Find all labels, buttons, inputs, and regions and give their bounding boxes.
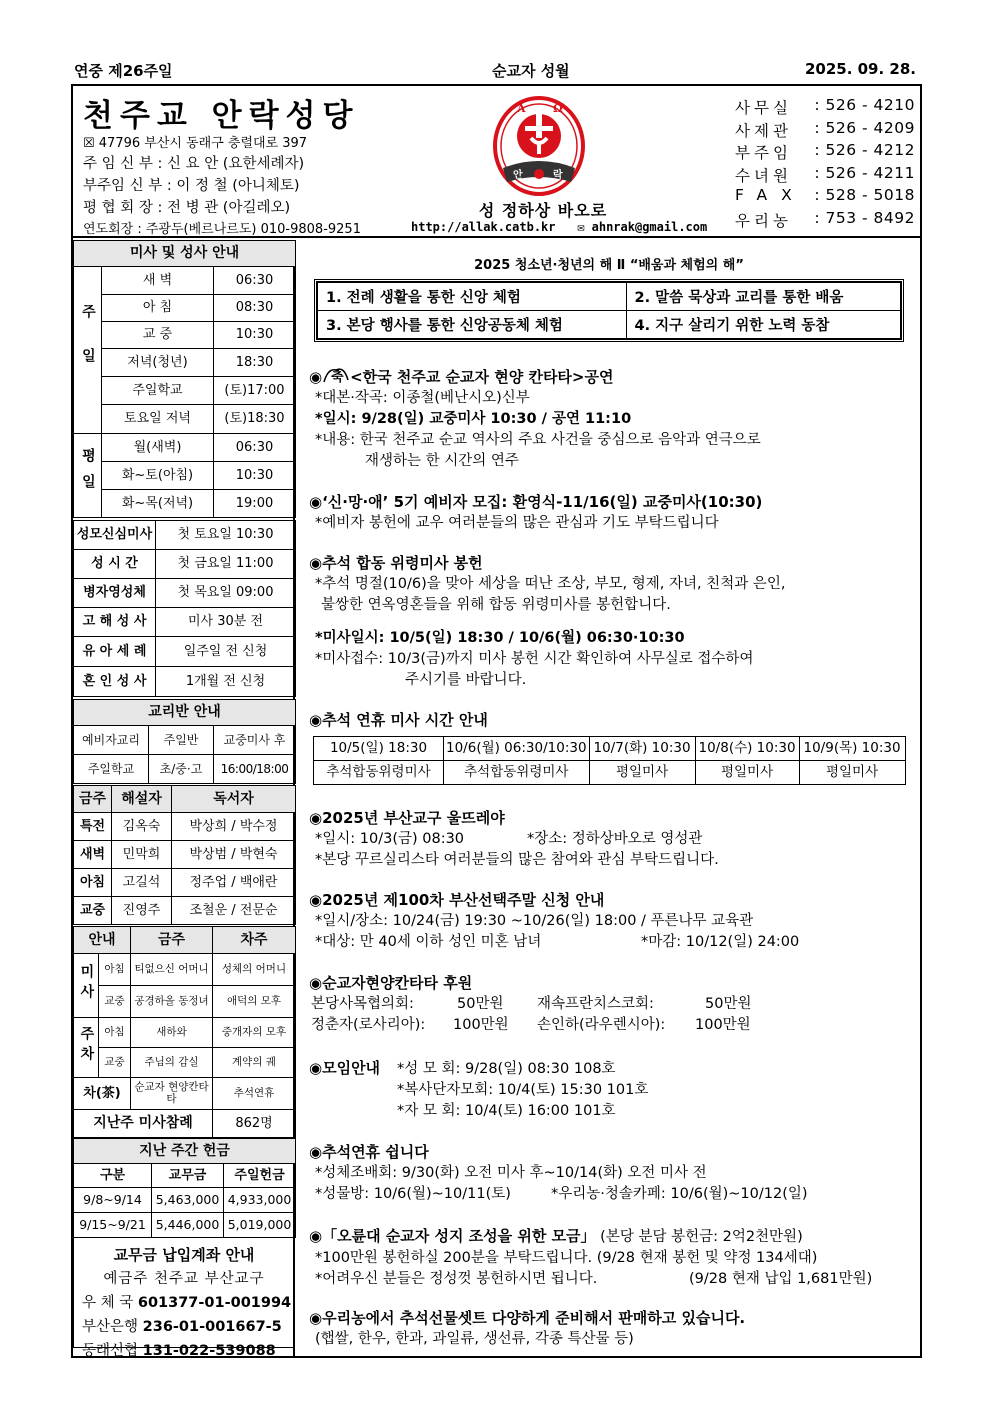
text-line: 100만원 xyxy=(695,1017,751,1033)
text-line: *마감: 10/12(일) 24:00 xyxy=(641,934,800,950)
text-line: *본당 꾸르실리스타 여러분들의 많은 참여와 관심 부탁드립니다. xyxy=(315,852,719,868)
table-cell: 862명 xyxy=(213,1110,296,1138)
hymn-sunday-label xyxy=(74,1018,99,1078)
table-cell: 교중 xyxy=(99,986,131,1018)
mass-name: 교 중 xyxy=(102,322,214,349)
table-cell: 새벽 xyxy=(74,841,112,869)
table-cell: 아침 xyxy=(99,1018,131,1048)
phone-woorinong xyxy=(735,209,915,232)
mass-name: 아 침 xyxy=(102,295,214,322)
sacrament-name: 유 아 세 례 xyxy=(74,637,156,667)
mass-name: 토요일 저녁 xyxy=(102,405,214,434)
table-cell: 특전 xyxy=(74,813,112,841)
text-line: 재속프란치스코회: xyxy=(537,996,654,1012)
text-line: *내용: 한국 천주교 순교 역사의 주요 사건을 중심으로 음악과 연극으로 xyxy=(315,432,761,448)
text-line: (햅쌀, 한우, 한과, 과일류, 생선류, 각종 특산물 등) xyxy=(315,1331,634,1347)
table-cell: 아침 xyxy=(74,869,112,897)
sacrament-time: 첫 금요일 11:00 xyxy=(156,550,296,579)
sacrament-name: 성 시 간 xyxy=(74,550,156,579)
table-cell: 추석합동위령미사 xyxy=(314,761,444,785)
assistant-pastor: 부주임 신 부 : 이 정 철 (아니체토) xyxy=(83,178,300,194)
text-line: 불쌍한 연옥영혼들을 위해 합동 위령미사를 봉헌합니다. xyxy=(321,597,671,613)
text-line: 손인하(라우렌시아): xyxy=(537,1017,666,1033)
account-title: 교무금 납입계좌 안내 xyxy=(113,1246,255,1264)
contact-web xyxy=(411,220,707,234)
text-line: *미사접수: 10/3(금)까지 미사 봉헌 시간 확인하여 사무실로 접수하여 xyxy=(315,651,754,667)
phone-office xyxy=(735,96,915,119)
table-cell: 초/중·고 xyxy=(149,755,214,784)
phone-directory xyxy=(735,96,915,231)
text-line: 본당사목협의회: xyxy=(311,996,414,1012)
text-line: (본당 분담 봉헌금: 2억2천만원) xyxy=(600,1229,803,1245)
text-line: 사무실 xyxy=(735,99,792,117)
table-cell: 5,463,000 xyxy=(152,1188,224,1213)
header xyxy=(73,86,920,238)
text-line: : 753 - 8492 xyxy=(814,208,915,227)
holiday-mass-table xyxy=(313,736,906,785)
sacrament-time: 미사 30분 전 xyxy=(156,608,296,637)
table-cell: 1. 전례 생활을 통한 신앙 체험 xyxy=(318,283,627,311)
table-cell: 4. 지구 살리기 위한 노력 동참 xyxy=(626,311,900,339)
table-cell: 티없으신 어머니 xyxy=(131,954,213,986)
text-line: *미사일시: 10/5(일) 18:30 / 10/6(월) 06:30·10:30 xyxy=(315,630,685,646)
text-line: 100만원 xyxy=(453,1017,509,1033)
text-line: *일시: 9/28(일) 교중미사 10:30 / 공연 11:10 xyxy=(315,411,632,427)
text-line: 사제관 xyxy=(735,121,792,140)
table-cell: 3. 본당 행사를 통한 신앙공동체 체험 xyxy=(318,311,627,339)
text-line: ◉「오륜대 순교자 성지 조성을 위한 모금」 xyxy=(309,1227,596,1245)
text-line: 수녀원 xyxy=(735,166,792,185)
sacrament-time: 첫 목요일 09:00 xyxy=(156,579,296,608)
table-cell: 구분 xyxy=(74,1164,152,1188)
text-line: *대본·작곡: 이종철(베난시오)신부 xyxy=(315,390,530,406)
text-line: ◉ xyxy=(309,368,323,386)
table-cell: 5,019,000 xyxy=(224,1213,296,1238)
text-line: <한국 천주교 순교자 현양 칸타타>공연 xyxy=(350,368,614,386)
notice-holiday-closures xyxy=(309,1142,909,1205)
text-line: *일시/장소: 10/24(금) 19:30 ~10/26(일) 18:00 / 푸른나무 교육관 xyxy=(315,913,754,929)
address: ☒ 47796 부산시 동래구 충렬대로 397 xyxy=(83,136,308,151)
weekday-label xyxy=(74,434,102,518)
liturgical-week: 연중 제26주일 xyxy=(74,62,173,80)
table-cell: 새하와 xyxy=(131,1018,213,1048)
notice-memorial-mass xyxy=(309,553,909,691)
text-line: ◉추석 연휴 미사 시간 안내 xyxy=(309,711,488,729)
table-cell: 2. 말씀 묵상과 교리를 통한 배움 xyxy=(626,283,900,311)
table-cell: 주일헌금 xyxy=(224,1164,296,1188)
table-cell: 독서자 xyxy=(172,786,296,813)
phone-rectory xyxy=(735,119,915,142)
text-line: *대상: 만 40세 이하 성인 미혼 남녀 xyxy=(315,934,542,950)
table-cell: 평일미사 xyxy=(695,761,799,785)
table-cell: 추석합동위령미사 xyxy=(444,761,590,785)
account-row xyxy=(82,1339,294,1360)
phone-fax xyxy=(735,186,915,209)
logo-alpha: A xyxy=(517,102,526,115)
text-line: *예비자 봉헌에 교우 여러분들의 많은 관심과 기도 부탁드립니다 xyxy=(315,515,719,531)
text-line: 601377-01-001994 xyxy=(137,1295,292,1311)
text-line: 부산은행 xyxy=(82,1319,139,1335)
sacrament-name: 성모신심미사 xyxy=(74,521,156,550)
text-line: *성 모 회: 9/28(일) 08:30 108호 xyxy=(397,1061,616,1077)
text-line: : 526 - 4212 xyxy=(814,141,915,159)
table-cell: 순교자 현양칸타타 xyxy=(131,1078,213,1110)
table-cell: 금주 xyxy=(74,786,112,813)
table-cell: 중개자의 모후 xyxy=(213,1018,296,1048)
table-cell: 금주 xyxy=(131,927,213,954)
mass-name: 화~토(아침) xyxy=(102,462,214,490)
table-cell: 4,933,000 xyxy=(224,1188,296,1213)
text-line: *100만원 봉헌하실 200분을 부탁드립니다. (9/28 현재 봉헌 및 약정 134세대) xyxy=(315,1250,818,1266)
website-link[interactable]: http://allak.catb.kr xyxy=(411,220,556,234)
mass-name: 화~목(저녁) xyxy=(102,490,214,518)
logo-band-left: 안 xyxy=(513,170,523,181)
text-line: ◉우리농에서 추석선물셋트 다양하게 준비해서 판매하고 있습니다. xyxy=(309,1309,746,1327)
table-cell: 추석연휴 xyxy=(213,1078,296,1110)
text-line: *복사단자모회: 10/4(토) 15:30 101호 xyxy=(397,1082,649,1098)
mass-name: 새 벽 xyxy=(102,267,214,295)
prayer-leader: 연도회장 : 주광두(베르나르도) 010-9808-9251 xyxy=(83,222,361,237)
mass-time: 19:00 xyxy=(214,490,296,518)
church-name: 천주교 안락성당 xyxy=(83,98,360,134)
catechism-table xyxy=(73,699,296,784)
text-line: (9/28 현재 납입 1,681만원) xyxy=(689,1271,873,1287)
table-cell: 9/15~9/21 xyxy=(74,1213,152,1238)
mass-time: 06:30 xyxy=(214,434,296,462)
catechism-title: 교리반 안내 xyxy=(74,700,296,726)
text-line: 정춘자(로사리아): xyxy=(311,1017,426,1033)
table-cell: 고길석 xyxy=(112,869,172,897)
text-line: 동래신협 xyxy=(82,1343,139,1359)
table-cell: 성체의 어머니 xyxy=(213,954,296,986)
mass-time: (토)17:00 xyxy=(214,377,296,405)
text-line: ◉추석연휴 쉽니다 xyxy=(309,1143,429,1161)
notice-cantata-support xyxy=(309,973,909,1036)
pastor: 주 임 신 부 : 신 요 안 (요한세례자) xyxy=(83,156,305,172)
table-cell: 조철운 / 전문순 xyxy=(172,897,296,925)
text-line: 평일 xyxy=(79,447,96,500)
text-line: ◉2025년 부산교구 울뜨레야 xyxy=(309,809,505,827)
table-cell: 아침 xyxy=(99,954,131,986)
table-cell: 10/5(일) 18:30 xyxy=(314,737,444,761)
mass-schedule-table xyxy=(73,240,296,518)
account-row xyxy=(82,1315,294,1336)
sacrament-time: 첫 토요일 10:30 xyxy=(156,521,296,550)
text-line: *어려우신 분들은 정성껏 봉헌하시면 됩니다. xyxy=(315,1271,598,1287)
text-line: 131-022-539088 xyxy=(142,1343,276,1359)
table-cell: 안내 xyxy=(74,927,131,954)
text-line: 236-01-001667-5 xyxy=(142,1319,282,1335)
readers-table xyxy=(73,785,296,925)
text-line: : 526 - 4210 xyxy=(814,96,915,114)
year-theme-box xyxy=(314,279,904,342)
text-line: : 526 - 4209 xyxy=(814,118,915,137)
text-line: *우리농·청솔카페: 10/6(월)~10/12(일) xyxy=(551,1186,808,1202)
table-cell: 10/9(목) 10:30 xyxy=(799,737,905,761)
text-line: 우 체 국 xyxy=(82,1295,134,1311)
notice-selection-weekend xyxy=(309,890,909,953)
table-cell: 평일미사 xyxy=(589,761,695,785)
table-cell: 지난주 미사참례 xyxy=(74,1110,213,1138)
table-cell: 계약의 궤 xyxy=(213,1048,296,1078)
text-line: *성물방: 10/6(월)~10/11(토) xyxy=(315,1186,511,1202)
patron-saint: 성 정하상 바오로 xyxy=(478,201,608,220)
table-cell: 차주 xyxy=(213,927,296,954)
notice-cantata xyxy=(309,364,909,472)
year-theme-title: 2025 청소년·청년의 해 Ⅱ “배움과 체험의 해” xyxy=(474,258,744,273)
table-cell: 정주업 / 백애란 xyxy=(172,869,296,897)
notice-catechumen xyxy=(309,492,909,534)
text-line: 주차 xyxy=(78,1025,95,1066)
table-cell: 주일반 xyxy=(149,726,214,755)
right-column xyxy=(309,240,909,1347)
table-cell: 9/8~9/14 xyxy=(74,1188,152,1213)
text-line: 주일 xyxy=(79,304,96,393)
table-cell: 박상희 / 박수정 xyxy=(172,813,296,841)
phone-convent xyxy=(735,164,915,187)
text-line: FAX xyxy=(735,186,806,204)
table-cell: 10/6(월) 06:30/10:30 xyxy=(444,737,590,761)
text-line: : 526 - 4211 xyxy=(814,163,915,182)
offering-table xyxy=(73,1138,296,1238)
mass-name: 저녁(청년) xyxy=(102,349,214,377)
celebration-icon xyxy=(322,364,350,386)
month-theme: 순교자 성월 xyxy=(492,62,570,80)
text-line: 50만원 xyxy=(457,996,504,1012)
left-column xyxy=(73,240,295,1359)
hymns-table xyxy=(73,926,296,1138)
account-holder: 예금주 천주교 부산교구 xyxy=(103,1271,265,1287)
notice-holiday-mass xyxy=(309,710,909,785)
text-line: *자 모 회: 10/4(토) 16:00 101호 xyxy=(397,1103,616,1119)
table-cell: 교중미사 후 xyxy=(214,726,296,755)
table-cell: 16:00/18:00 xyxy=(214,755,296,784)
sacrament-time: 일주일 전 신청 xyxy=(156,637,296,667)
table-cell: 교중 xyxy=(99,1048,131,1078)
sacraments-table xyxy=(73,520,296,697)
bulletin-frame xyxy=(71,84,922,1358)
mass-time: 06:30 xyxy=(214,267,296,295)
table-cell: 애덕의 모후 xyxy=(213,986,296,1018)
table-cell: 교무금 xyxy=(152,1164,224,1188)
text-line: *장소: 정하상바오로 영성관 xyxy=(527,831,703,847)
hymn-mass-label xyxy=(74,954,99,1018)
table-cell: 예비자교리 xyxy=(74,726,149,755)
sacrament-name: 고 해 성 사 xyxy=(74,608,156,637)
notice-oryundae-fund xyxy=(309,1226,909,1290)
text-line: 재생하는 한 시간의 연주 xyxy=(365,453,519,469)
text-line: ◉모임안내 xyxy=(309,1059,381,1077)
mass-time: (토)18:30 xyxy=(214,405,296,434)
text-line: 50만원 xyxy=(705,996,752,1012)
table-cell: 주님의 감실 xyxy=(131,1048,213,1078)
table-cell: 5,446,000 xyxy=(152,1213,224,1238)
table-cell: 10/7(화) 10:30 xyxy=(589,737,695,761)
sunday-label xyxy=(74,267,102,434)
table-cell: 진영주 xyxy=(112,897,172,925)
issue-date: 2025. 09. 28. xyxy=(804,60,916,78)
account-row xyxy=(82,1291,294,1312)
mass-name: 월(새벽) xyxy=(102,434,214,462)
table-cell: 10/8(수) 10:30 xyxy=(695,737,799,761)
table-cell: 박상범 / 박현숙 xyxy=(172,841,296,869)
text-line: 미사 xyxy=(78,963,95,1004)
table-cell: 차(茶) xyxy=(74,1078,131,1110)
text-line: *추석 명절(10/6)을 맞아 세상을 떠난 조상, 부모, 형제, 자녀, 친척과 은인, xyxy=(315,576,786,592)
text-line: ◉순교자현양칸타타 후원 xyxy=(309,974,473,992)
mass-time: 10:30 xyxy=(214,462,296,490)
table-cell: 공경하올 동정녀 xyxy=(131,986,213,1018)
council-president: 평 협 회 장 : 전 병 관 (아길레오) xyxy=(83,200,291,216)
table-cell: 해설자 xyxy=(112,786,172,813)
notice-meetings xyxy=(309,1058,909,1122)
mass-time: 10:30 xyxy=(214,322,296,349)
email-link[interactable]: ✉ ahnrak@gmail.com xyxy=(577,220,708,234)
text-line: : 528 - 5018 xyxy=(814,186,915,204)
text-line: 우리농 xyxy=(735,211,792,230)
svg-text:축: 축 xyxy=(331,370,344,385)
mass-title: 미사 및 성사 안내 xyxy=(74,241,296,267)
sacrament-time: 1개월 전 신청 xyxy=(156,667,296,697)
text-line: 부주임 xyxy=(735,144,792,162)
top-line xyxy=(72,58,920,82)
notice-woorinong xyxy=(309,1308,909,1350)
text-line: 주시기를 바랍니다. xyxy=(405,672,527,688)
table-cell: 주일학교 xyxy=(74,755,149,784)
text-line: *일시: 10/3(금) 08:30 xyxy=(315,831,465,847)
table-cell: 평일미사 xyxy=(799,761,905,785)
table-cell: 지난 주간 헌금 xyxy=(74,1139,296,1164)
text-line: ◉2025년 제100차 부산선택주말 신청 안내 xyxy=(309,891,605,909)
text-line: ◉추석 합동 위령미사 봉헌 xyxy=(309,554,483,572)
table-cell: 민막희 xyxy=(112,841,172,869)
account-info xyxy=(73,1238,295,1359)
table-cell: 교중 xyxy=(74,897,112,925)
parish-logo xyxy=(491,92,587,196)
table-cell: 김옥숙 xyxy=(112,813,172,841)
text-line: ◉‘신·망·애’ 5기 예비자 모집: 환영식-11/16(일) 교중미사(10:30) xyxy=(309,493,763,511)
sacrament-name: 혼 인 성 사 xyxy=(74,667,156,697)
notice-ulteureya xyxy=(309,808,909,871)
mass-time: 18:30 xyxy=(214,349,296,377)
mass-time: 08:30 xyxy=(214,295,296,322)
mass-name: 주일학교 xyxy=(102,377,214,405)
logo-band-right: 락 xyxy=(553,170,563,181)
sacrament-name: 병자영성체 xyxy=(74,579,156,608)
phone-assistant xyxy=(735,141,915,164)
text-line: *성체조배회: 9/30(화) 오전 미사 후~10/14(화) 오전 미사 전 xyxy=(315,1165,707,1181)
logo-omega: Ω xyxy=(553,102,563,115)
